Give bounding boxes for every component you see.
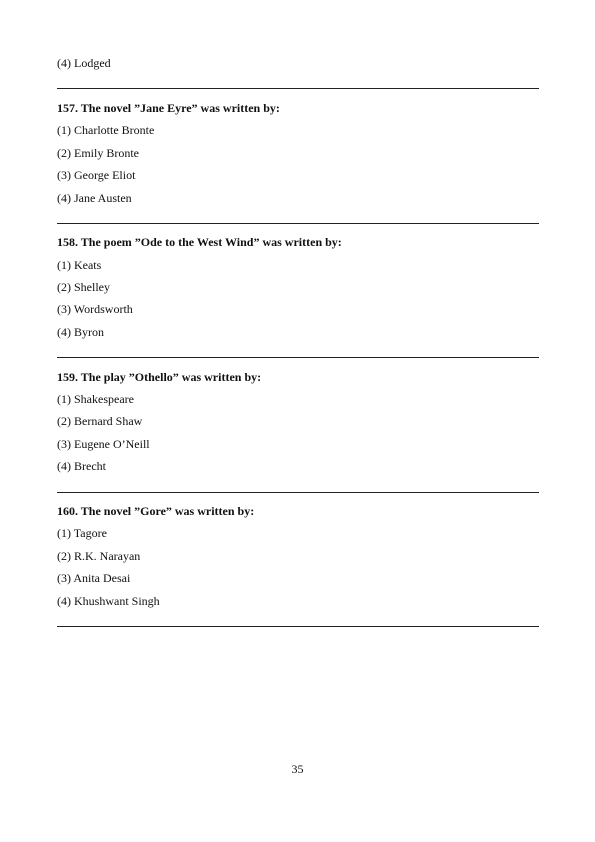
divider xyxy=(57,357,539,358)
question-158-option-3: (3) Wordsworth xyxy=(57,302,133,316)
divider xyxy=(57,626,539,627)
question-159-option-1: (1) Shakespeare xyxy=(57,392,134,406)
question-157-option-4: (4) Jane Austen xyxy=(57,191,132,205)
question-157: 157. The novel ”Jane Eyre” was written by: xyxy=(57,101,280,115)
divider xyxy=(57,223,539,224)
question-158-option-2: (2) Shelley xyxy=(57,280,110,294)
question-158-option-4: (4) Byron xyxy=(57,325,104,339)
question-159-option-3: (3) Eugene O’Neill xyxy=(57,437,150,451)
question-158: 158. The poem ”Ode to the West Wind” was written by: xyxy=(57,235,342,249)
page-number: 35 xyxy=(291,762,304,776)
question-157-option-2: (2) Emily Bronte xyxy=(57,146,139,160)
question-157-option-1: (1) Charlotte Bronte xyxy=(57,123,155,137)
question-160-option-2: (2) R.K. Narayan xyxy=(57,549,141,563)
question-160-option-3: (3) Anita Desai xyxy=(57,571,131,585)
leading-option: (4) Lodged xyxy=(57,56,111,70)
question-160-option-1: (1) Tagore xyxy=(57,526,107,540)
question-157-option-3: (3) George Eliot xyxy=(57,168,136,182)
question-159-option-2: (2) Bernard Shaw xyxy=(57,414,143,428)
question-158-option-1: (1) Keats xyxy=(57,258,102,272)
divider xyxy=(57,88,539,89)
question-160-option-4: (4) Khushwant Singh xyxy=(57,594,160,608)
question-159: 159. The play ”Othello” was written by: xyxy=(57,370,262,384)
question-160: 160. The novel ”Gore” was written by: xyxy=(57,504,255,518)
divider xyxy=(57,492,539,493)
question-159-option-4: (4) Brecht xyxy=(57,459,106,473)
